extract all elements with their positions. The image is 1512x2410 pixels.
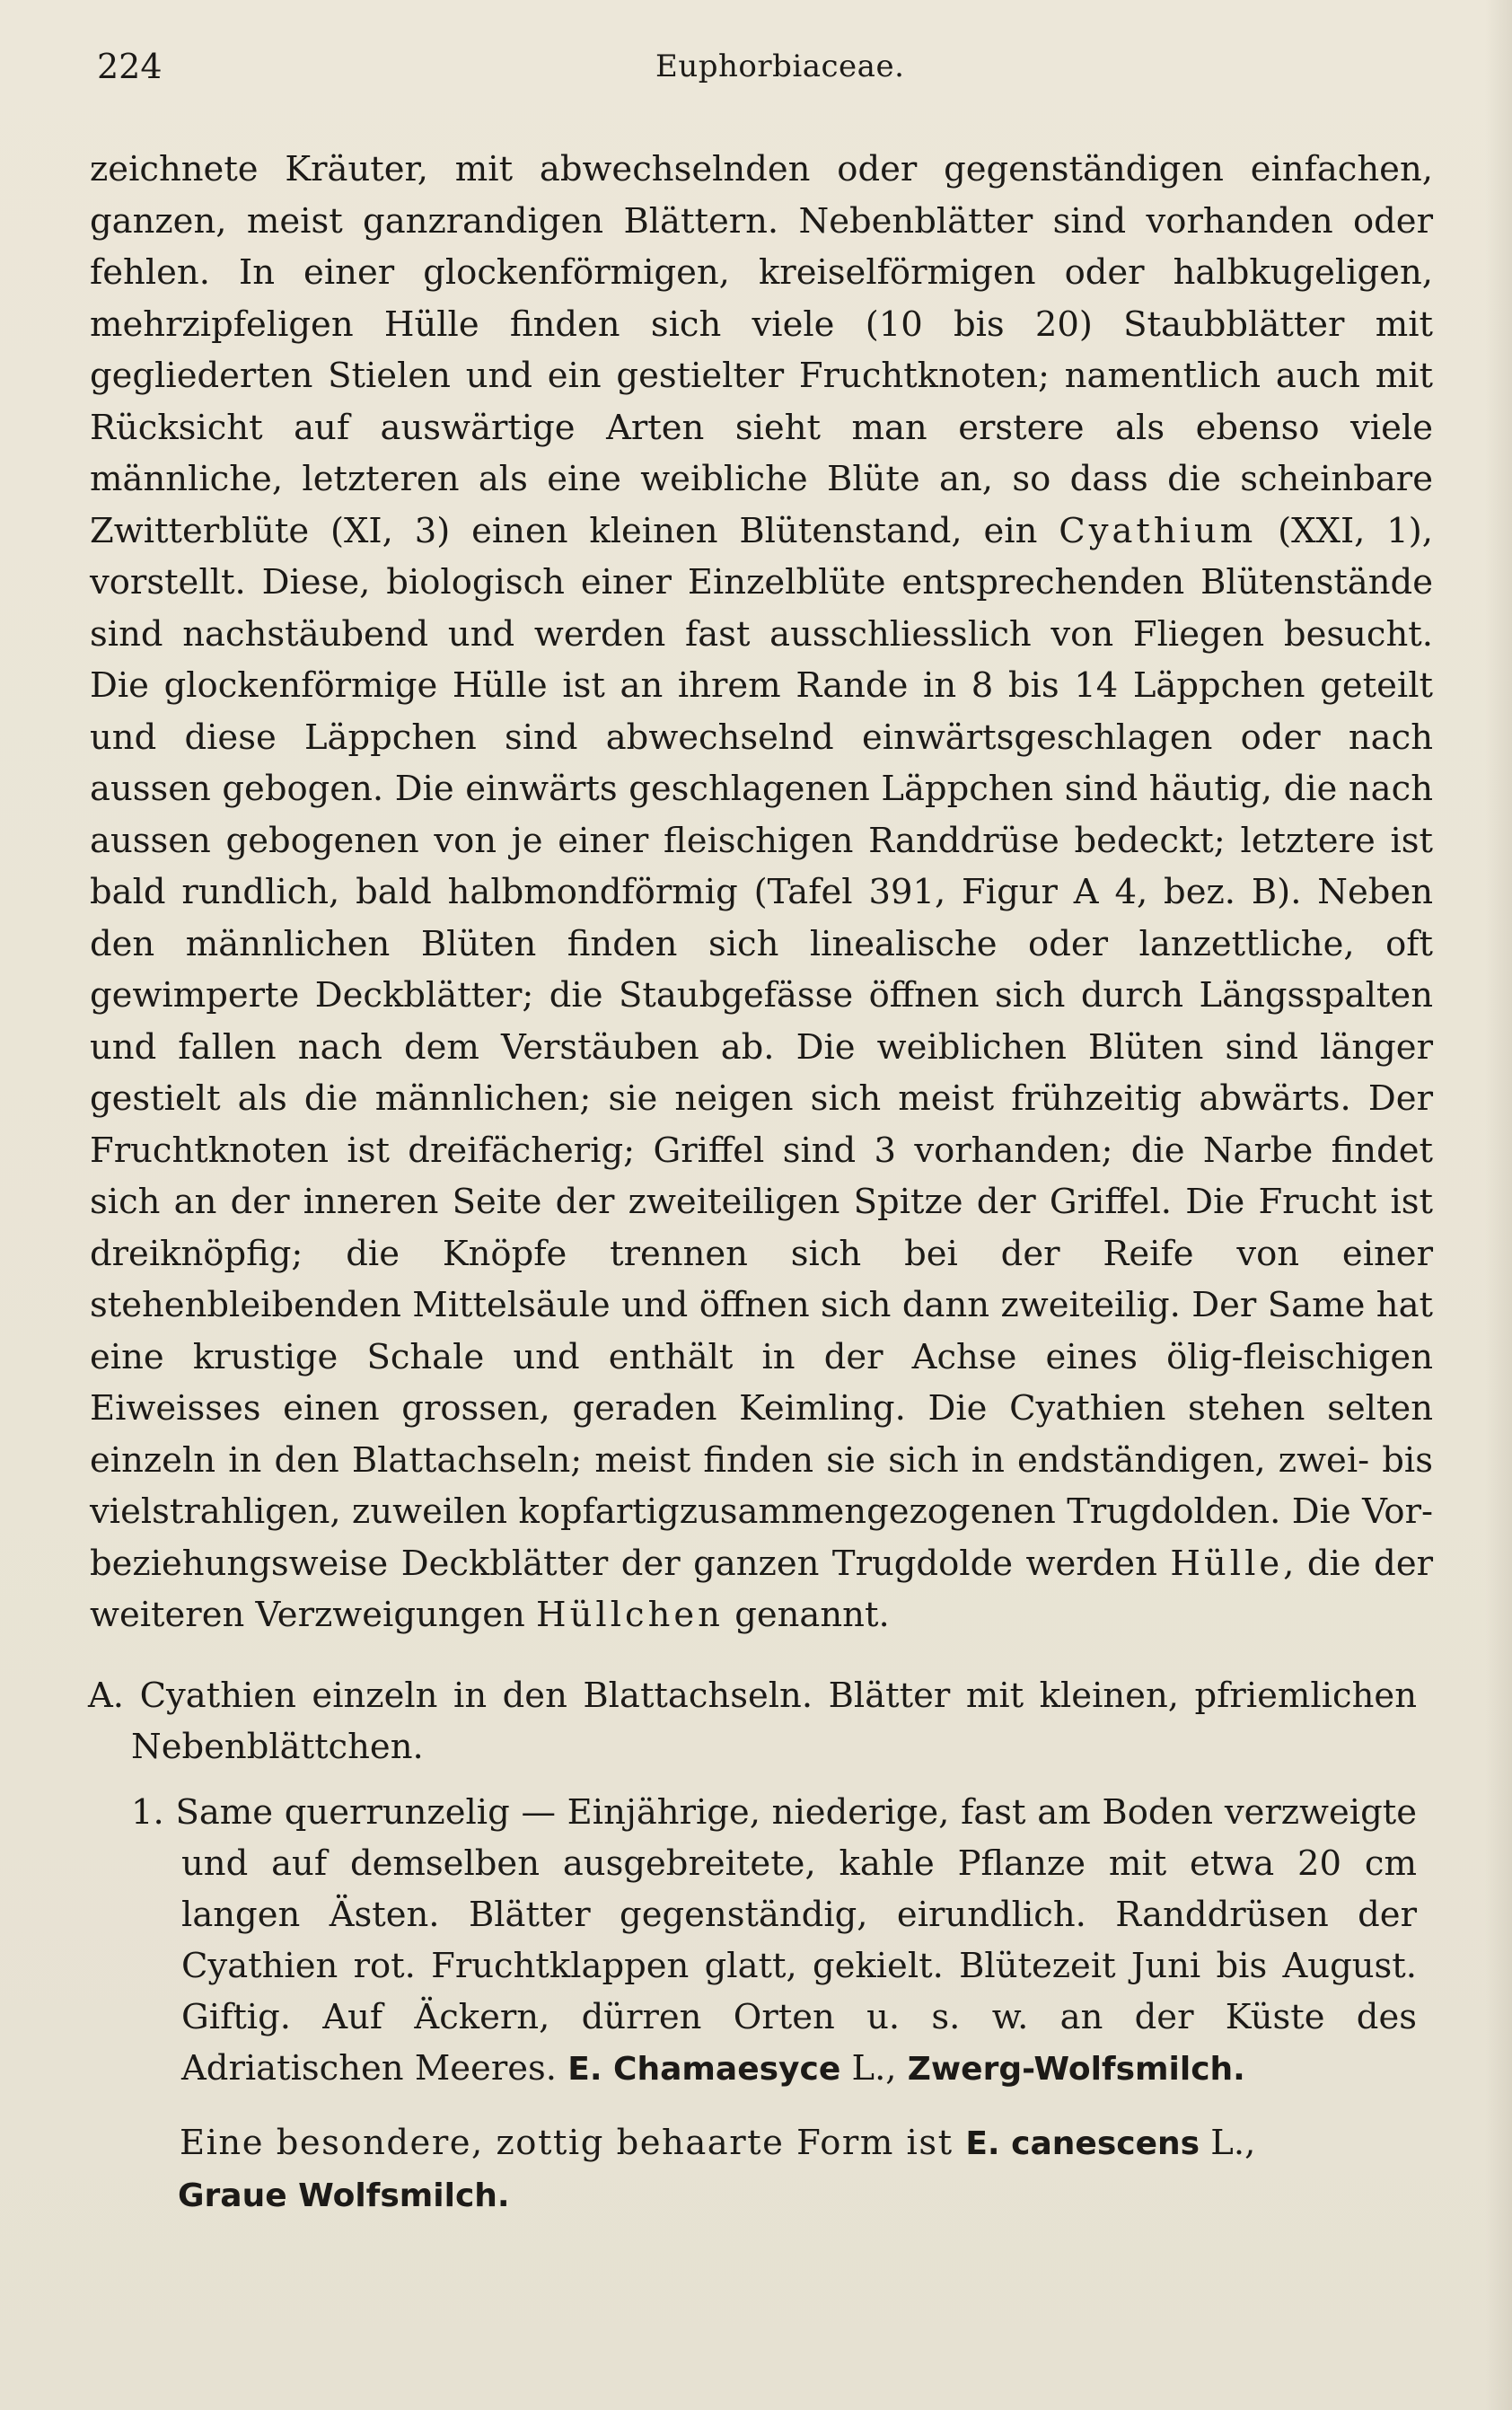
form-note xyxy=(180,2117,1417,2222)
form-author: L., xyxy=(1200,2123,1256,2163)
form-intro: Eine besondere, zottig behaarte Form ist xyxy=(180,2123,966,2163)
running-title: Euphorbiaceae. xyxy=(655,48,905,84)
item-1-author: L., xyxy=(840,2048,908,2089)
form-species: E. canescens xyxy=(965,2125,1200,2162)
paragraph-part-2: (XXI, 1), vorstellt. Diese, biologisch einer Einzelblüte entsprechenden Blütenstände sind nachstäubend und werden fast ausschliesslich von Fliegen besucht. Die glockenförmige Hülle ist an ihrem Rande in 8 bis 14 Läppchen geteilt und diese Läppchen sind abwechselnd einwärtsgeschlagen oder nach aussen gebogen. Die einwärts geschlagenen Läppchen sind häutig, die nach aussen gebogenen von je einer fleischigen Randdrüse bedeckt; letztere ist bald rundlich, bald halbmondförmig (Tafel 391, Figur A 4, bez. B). Neben den männlichen Blüten finden sich linealische oder lanzettliche, oft gewimperte Deckblätter; die Staubgefässe öffnen sich durch Längsspalten und fallen nach dem Verstäuben ab. Die weiblichen Blüten sind länger gestielt als die männlichen; sie neigen sich meist frühzeitig abwärts. Der Fruchtknoten ist dreifächerig; Griffel sind 3 vorhanden; die Narbe findet sich an der inneren Seite der zweiteiligen Spitze der Griffel. Die Frucht ist dreiknöpfig; die Knöpfe trennen sich bei der Reife von einer stehenbleibenden Mittelsäule und öffnen sich dann zweiteilig. Der Same hat eine krustige Schale und enthält in der Achse eines ölig-fleischigen Eiweisses einen grossen, geraden Keimling. Die Cyathien stehen selten einzeln in den Blattachseln; meist finden sie sich in endständigen, zwei- bis vielstrahligen, zuweilen kopfartigzusammengezogenen Trugdolden. Die Vor- beziehungsweise Deckblätter der ganzen Trugdolde werden xyxy=(90,510,1433,1584)
page-edge-shadow xyxy=(1485,0,1512,2410)
running-header xyxy=(97,47,1422,101)
item-1-description: 1. Same querrunzelig — Einjährige, niederige, fast am Boden verzweigte und auf demselben ausgebreitete, kahle Pflanze mit etwa 20 cm langen Ästen. Blätter gegenständig, eirundlich. Randdrüsen der Cyathien rot. Fruchtklappen glatt, gekielt. Blütezeit Juni bis August. Giftig. Auf Äckern, dürren Orten u. s. w. an der Küste des Adriatischen Meeres. xyxy=(131,1792,1417,2089)
paragraph-text xyxy=(90,144,1433,1641)
item-1-species: E. Chamaesyce xyxy=(567,2051,841,2088)
main-paragraph xyxy=(90,144,1433,1641)
term-huellchen: Hüllchen xyxy=(536,1595,724,1635)
key-section-a xyxy=(88,1670,1417,1772)
paragraph-part-3: , die der weiteren Verzweigungen xyxy=(90,1543,1434,1635)
key-item-1 xyxy=(131,1787,1417,2095)
section-a-heading: A. Cyathien einzeln in den Blattachseln. Blätter mit kleinen, pfriemlichen Nebenblättchen. xyxy=(88,1676,1417,1767)
term-cyathium: Cyathium xyxy=(1059,510,1257,551)
item-1-common-name: Zwerg-Wolfsmilch. xyxy=(907,2051,1245,2088)
paragraph-part-4: genannt. xyxy=(723,1595,890,1635)
term-huelle: Hülle xyxy=(1170,1543,1284,1584)
paragraph-part-1: zeichnete Kräuter, mit abwechselnden oder gegenständigen einfachen, ganzen, meist ganzrandigen Blättern. Nebenblätter sind vorhanden oder fehlen. In einer glockenförmigen, kreiselförmigen oder halbkugeligen, mehrzipfeligen Hülle finden sich viele (10 bis 20) Staubblätter mit gegliederten Stielen und ein gestielter Fruchtknoten; namentlich auch mit Rücksicht auf auswärtige Arten sieht man erstere als ebenso viele männliche, letzteren als eine weibliche Blüte an, so dass die scheinbare Zwitterblüte (XI, 3) einen kleinen Blütenstand, ein xyxy=(90,149,1433,551)
form-common-name: Graue Wolfsmilch. xyxy=(178,2177,510,2214)
page-number: 224 xyxy=(97,47,163,86)
